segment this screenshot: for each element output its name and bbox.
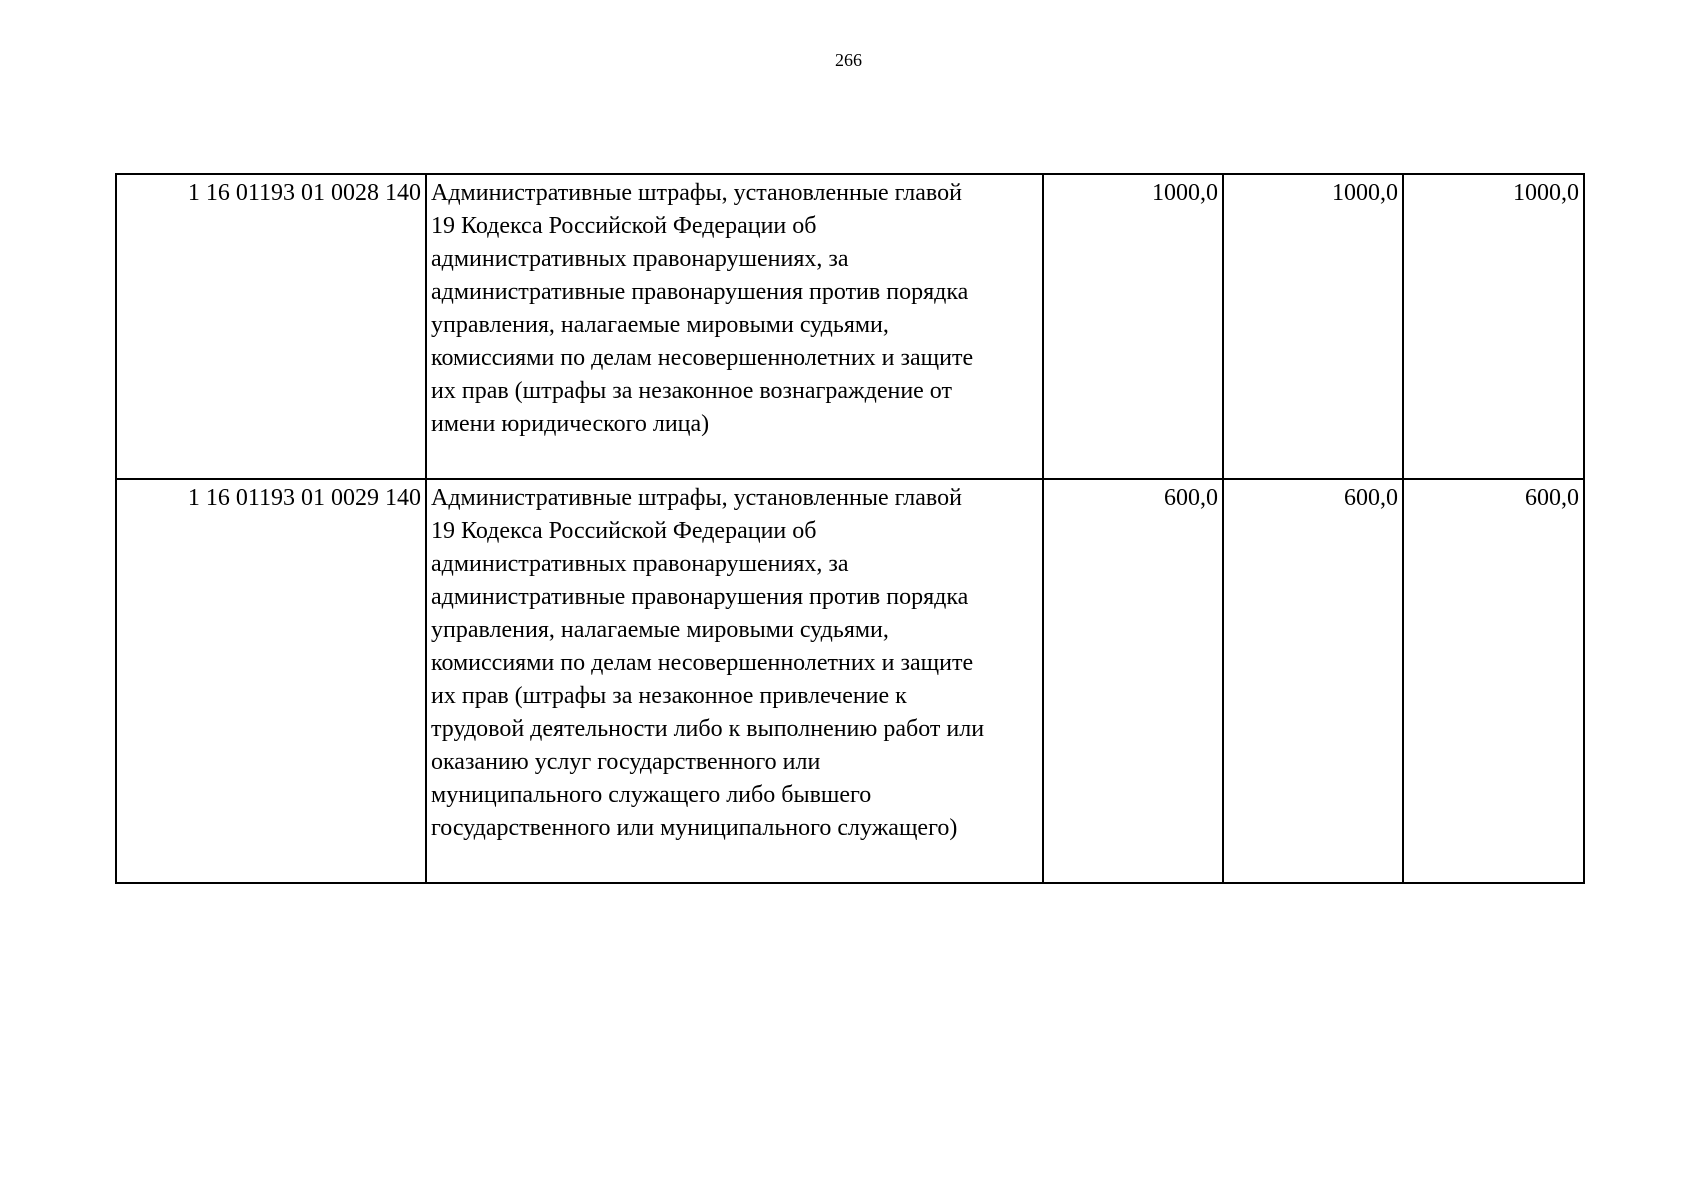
description-line: оказанию услуг государственного или [431, 749, 821, 775]
description-line: Административные штрафы, установленные главой [431, 485, 962, 511]
description-line: 19 Кодекса Российской Федерации об [431, 213, 817, 239]
page-number: 266 [835, 50, 862, 70]
budget-code-cell: 1 16 01193 01 0029 140 [116, 479, 426, 883]
description-cell [426, 479, 1043, 883]
table-row [116, 479, 1584, 883]
description-line: 19 Кодекса Российской Федерации об [431, 518, 817, 544]
amount-cell: 1000,0 [1223, 174, 1403, 479]
amount-cell: 600,0 [1403, 479, 1584, 883]
description-cell [426, 174, 1043, 479]
amount-cell: 1000,0 [1403, 174, 1584, 479]
description-line: имени юридического лица) [431, 411, 710, 437]
description-line: их прав (штрафы за незаконное вознаграждение от [431, 378, 952, 404]
budget-table [115, 173, 1585, 884]
description-line: Административные штрафы, установленные главой [431, 180, 962, 206]
amount-cell: 600,0 [1043, 479, 1223, 883]
description-line: комиссиями по делам несовершеннолетних и защите [431, 345, 974, 371]
budget-code-cell: 1 16 01193 01 0028 140 [116, 174, 426, 479]
description-line: муниципального служащего либо бывшего [431, 782, 872, 808]
description-line: административных правонарушениях, за [431, 551, 849, 577]
table-row [116, 174, 1584, 479]
description-line: комиссиями по делам несовершеннолетних и защите [431, 650, 974, 676]
description-line: государственного или муниципального служащего) [431, 815, 958, 841]
description-line: управления, налагаемые мировыми судьями, [431, 617, 889, 643]
amount-cell: 600,0 [1223, 479, 1403, 883]
description-line: их прав (штрафы за незаконное привлечение к [431, 683, 907, 709]
amount-cell: 1000,0 [1043, 174, 1223, 479]
description-line: трудовой деятельности либо к выполнению работ или [431, 716, 985, 742]
description-line: административных правонарушениях, за [431, 246, 849, 272]
description-line: управления, налагаемые мировыми судьями, [431, 312, 889, 338]
description-line: административные правонарушения против порядка [431, 279, 969, 305]
description-line: административные правонарушения против порядка [431, 584, 969, 610]
